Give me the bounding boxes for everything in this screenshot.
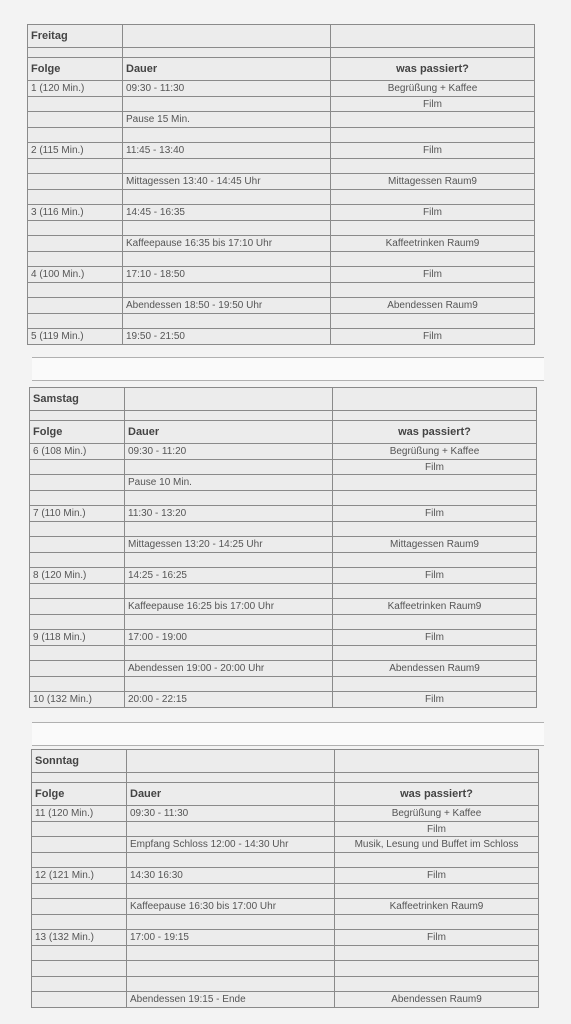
cell-dauer xyxy=(125,677,333,693)
cell-was xyxy=(333,677,537,693)
cell-folge xyxy=(30,584,125,600)
table-row xyxy=(30,677,537,693)
cell-folge xyxy=(28,159,123,175)
cell-was xyxy=(335,961,539,977)
cell-folge xyxy=(28,283,123,299)
cell-folge: 3 (116 Min.) xyxy=(28,205,123,221)
cell-dauer xyxy=(125,646,333,662)
cell-dauer: Kaffeepause 16:25 bis 17:00 Uhr xyxy=(125,599,333,615)
cell-dauer: Kaffeepause 16:30 bis 17:00 Uhr xyxy=(127,899,335,915)
cell-was: Film xyxy=(333,460,537,476)
table-row xyxy=(30,491,537,507)
cell-was: Film xyxy=(335,930,539,946)
cell-dauer xyxy=(125,460,333,476)
cell-folge xyxy=(32,992,127,1008)
cell-dauer: Pause 10 Min. xyxy=(125,475,333,491)
cell-folge xyxy=(28,252,123,268)
cell-dauer xyxy=(123,97,331,113)
day-title: Freitag xyxy=(28,25,123,48)
table-row xyxy=(32,961,539,977)
header-row xyxy=(32,783,539,806)
cell-dauer: Empfang Schloss 12:00 - 14:30 Uhr xyxy=(127,837,335,853)
cell-was xyxy=(333,553,537,569)
cell-folge xyxy=(30,460,125,476)
cell-dauer: Abendessen 19:15 - Ende xyxy=(127,992,335,1008)
table-row xyxy=(30,553,537,569)
day-title-row xyxy=(28,25,535,48)
cell-folge xyxy=(28,97,123,113)
table-row xyxy=(30,646,537,662)
table-row xyxy=(32,946,539,962)
cell-dauer: 14:45 - 16:35 xyxy=(123,205,331,221)
cell-was xyxy=(331,159,535,175)
cell-folge: 2 (115 Min.) xyxy=(28,143,123,159)
page-gap-0 xyxy=(32,357,544,381)
cell-folge xyxy=(28,128,123,144)
cell-was: Film xyxy=(331,205,535,221)
spacer-row xyxy=(28,48,535,58)
table-row xyxy=(28,329,535,345)
header-col2: Dauer xyxy=(127,783,335,806)
cell-folge xyxy=(32,899,127,915)
cell-was: Film xyxy=(333,630,537,646)
cell-was: Mittagessen Raum9 xyxy=(333,537,537,553)
cell-dauer: 09:30 - 11:20 xyxy=(125,444,333,460)
table-row xyxy=(28,128,535,144)
table-row xyxy=(28,143,535,159)
table-row xyxy=(30,506,537,522)
cell-folge: 6 (108 Min.) xyxy=(30,444,125,460)
header-col3: was passiert? xyxy=(335,783,539,806)
table-row xyxy=(30,444,537,460)
day-table-1 xyxy=(29,387,537,708)
empty-cell xyxy=(127,750,335,773)
cell-dauer: Mittagessen 13:40 - 14:45 Uhr xyxy=(123,174,331,190)
table-row xyxy=(30,630,537,646)
cell-dauer xyxy=(125,584,333,600)
cell-dauer: 14:25 - 16:25 xyxy=(125,568,333,584)
cell-was: Film xyxy=(333,692,537,708)
cell-was xyxy=(335,977,539,993)
header-row xyxy=(30,421,537,444)
table-row xyxy=(32,915,539,931)
table-row xyxy=(28,174,535,190)
cell-was xyxy=(331,314,535,330)
spacer-row xyxy=(32,773,539,783)
table-row xyxy=(30,599,537,615)
table-row xyxy=(32,806,539,822)
empty-cell xyxy=(125,388,333,411)
header-col1: Folge xyxy=(30,421,125,444)
cell-dauer xyxy=(125,615,333,631)
empty-cell xyxy=(127,773,335,783)
empty-cell xyxy=(28,48,123,58)
cell-was xyxy=(331,128,535,144)
table-row xyxy=(28,97,535,113)
cell-folge xyxy=(32,884,127,900)
cell-dauer xyxy=(123,159,331,175)
cell-dauer xyxy=(123,314,331,330)
cell-was xyxy=(335,884,539,900)
cell-was: Abendessen Raum9 xyxy=(331,298,535,314)
cell-folge xyxy=(28,174,123,190)
cell-was xyxy=(335,853,539,869)
empty-cell xyxy=(331,48,535,58)
cell-folge xyxy=(30,475,125,491)
day-title: Samstag xyxy=(30,388,125,411)
cell-dauer: 17:10 - 18:50 xyxy=(123,267,331,283)
day-title-row xyxy=(30,388,537,411)
cell-was: Film xyxy=(335,822,539,838)
cell-was xyxy=(333,584,537,600)
cell-was xyxy=(333,615,537,631)
table-row xyxy=(28,298,535,314)
cell-folge xyxy=(28,298,123,314)
table-row xyxy=(32,822,539,838)
cell-was: Film xyxy=(331,267,535,283)
table-row xyxy=(32,837,539,853)
day-table-2 xyxy=(31,749,539,1008)
header-col1: Folge xyxy=(28,58,123,81)
table-row xyxy=(28,221,535,237)
cell-folge xyxy=(32,977,127,993)
table-row xyxy=(32,884,539,900)
table-row xyxy=(30,692,537,708)
cell-folge: 7 (110 Min.) xyxy=(30,506,125,522)
cell-dauer: Kaffeepause 16:35 bis 17:10 Uhr xyxy=(123,236,331,252)
empty-cell xyxy=(123,25,331,48)
cell-folge xyxy=(30,661,125,677)
table-row xyxy=(32,992,539,1008)
cell-was: Begrüßung + Kaffee xyxy=(333,444,537,460)
cell-folge xyxy=(28,112,123,128)
cell-dauer xyxy=(127,915,335,931)
cell-dauer: Abendessen 18:50 - 19:50 Uhr xyxy=(123,298,331,314)
cell-was: Film xyxy=(335,868,539,884)
cell-was: Musik, Lesung und Buffet im Schloss xyxy=(335,837,539,853)
cell-folge xyxy=(30,553,125,569)
table-row xyxy=(32,899,539,915)
cell-was: Begrüßung + Kaffee xyxy=(335,806,539,822)
cell-was: Mittagessen Raum9 xyxy=(331,174,535,190)
cell-was: Abendessen Raum9 xyxy=(333,661,537,677)
header-col3: was passiert? xyxy=(331,58,535,81)
cell-was: Film xyxy=(331,329,535,345)
cell-dauer xyxy=(127,822,335,838)
table-row xyxy=(30,661,537,677)
cell-folge: 10 (132 Min.) xyxy=(30,692,125,708)
cell-folge xyxy=(30,522,125,538)
cell-folge xyxy=(32,946,127,962)
cell-dauer: Pause 15 Min. xyxy=(123,112,331,128)
cell-dauer: 11:30 - 13:20 xyxy=(125,506,333,522)
empty-cell xyxy=(335,773,539,783)
cell-was: Film xyxy=(333,506,537,522)
empty-cell xyxy=(30,411,125,421)
table-row xyxy=(30,522,537,538)
cell-was: Begrüßung + Kaffee xyxy=(331,81,535,97)
cell-dauer: 09:30 - 11:30 xyxy=(123,81,331,97)
cell-folge: 4 (100 Min.) xyxy=(28,267,123,283)
cell-dauer xyxy=(125,522,333,538)
cell-dauer: 09:30 - 11:30 xyxy=(127,806,335,822)
page-gap-1 xyxy=(32,722,544,746)
cell-was xyxy=(333,646,537,662)
header-row xyxy=(28,58,535,81)
cell-folge: 13 (132 Min.) xyxy=(32,930,127,946)
cell-folge xyxy=(32,822,127,838)
cell-was xyxy=(331,283,535,299)
table-row xyxy=(28,236,535,252)
cell-dauer xyxy=(127,884,335,900)
table-row xyxy=(30,537,537,553)
empty-cell xyxy=(331,25,535,48)
table-row xyxy=(28,190,535,206)
cell-dauer xyxy=(127,977,335,993)
cell-folge xyxy=(30,599,125,615)
header-col2: Dauer xyxy=(123,58,331,81)
cell-dauer: Abendessen 19:00 - 20:00 Uhr xyxy=(125,661,333,677)
empty-cell xyxy=(32,773,127,783)
cell-folge: 1 (120 Min.) xyxy=(28,81,123,97)
cell-dauer xyxy=(123,221,331,237)
table-row xyxy=(30,615,537,631)
cell-dauer xyxy=(123,283,331,299)
day-title: Sonntag xyxy=(32,750,127,773)
cell-folge xyxy=(32,853,127,869)
empty-cell xyxy=(125,411,333,421)
cell-was xyxy=(331,221,535,237)
table-row xyxy=(30,584,537,600)
day-title-row xyxy=(32,750,539,773)
cell-dauer xyxy=(127,946,335,962)
cell-folge: 11 (120 Min.) xyxy=(32,806,127,822)
cell-dauer xyxy=(127,853,335,869)
empty-cell xyxy=(335,750,539,773)
cell-dauer xyxy=(127,961,335,977)
cell-folge: 12 (121 Min.) xyxy=(32,868,127,884)
cell-dauer: 14:30 16:30 xyxy=(127,868,335,884)
cell-folge xyxy=(28,314,123,330)
cell-dauer: 19:50 - 21:50 xyxy=(123,329,331,345)
cell-was xyxy=(333,475,537,491)
cell-dauer: 17:00 - 19:15 xyxy=(127,930,335,946)
cell-was: Film xyxy=(331,97,535,113)
cell-folge xyxy=(28,236,123,252)
cell-folge xyxy=(28,190,123,206)
table-row xyxy=(28,267,535,283)
cell-folge xyxy=(32,837,127,853)
cell-dauer xyxy=(123,252,331,268)
day-table-0 xyxy=(27,24,535,345)
header-col3: was passiert? xyxy=(333,421,537,444)
cell-folge xyxy=(30,537,125,553)
cell-was xyxy=(331,112,535,128)
table-row xyxy=(28,252,535,268)
cell-was: Film xyxy=(331,143,535,159)
cell-was: Kaffeetrinken Raum9 xyxy=(333,599,537,615)
empty-cell xyxy=(333,388,537,411)
table-row xyxy=(32,868,539,884)
cell-dauer: 20:00 - 22:15 xyxy=(125,692,333,708)
cell-was: Kaffeetrinken Raum9 xyxy=(331,236,535,252)
cell-was xyxy=(331,190,535,206)
cell-was xyxy=(333,522,537,538)
cell-folge: 9 (118 Min.) xyxy=(30,630,125,646)
table-row xyxy=(28,205,535,221)
table-row xyxy=(28,81,535,97)
cell-dauer xyxy=(125,553,333,569)
table-row xyxy=(28,283,535,299)
cell-folge: 8 (120 Min.) xyxy=(30,568,125,584)
cell-dauer xyxy=(125,491,333,507)
table-row xyxy=(30,568,537,584)
cell-folge xyxy=(32,915,127,931)
cell-dauer: 11:45 - 13:40 xyxy=(123,143,331,159)
cell-was: Abendessen Raum9 xyxy=(335,992,539,1008)
cell-dauer xyxy=(123,190,331,206)
cell-folge xyxy=(30,491,125,507)
table-row xyxy=(28,112,535,128)
cell-was xyxy=(333,491,537,507)
table-row xyxy=(32,853,539,869)
cell-was xyxy=(335,915,539,931)
table-row xyxy=(30,460,537,476)
cell-folge: 5 (119 Min.) xyxy=(28,329,123,345)
cell-dauer xyxy=(123,128,331,144)
cell-folge xyxy=(30,677,125,693)
table-row xyxy=(28,159,535,175)
header-col1: Folge xyxy=(32,783,127,806)
empty-cell xyxy=(333,411,537,421)
cell-folge xyxy=(30,615,125,631)
cell-was xyxy=(331,252,535,268)
table-row xyxy=(30,475,537,491)
table-row xyxy=(32,930,539,946)
cell-folge xyxy=(28,221,123,237)
spacer-row xyxy=(30,411,537,421)
cell-was: Film xyxy=(333,568,537,584)
table-row xyxy=(32,977,539,993)
empty-cell xyxy=(123,48,331,58)
cell-dauer: Mittagessen 13:20 - 14:25 Uhr xyxy=(125,537,333,553)
cell-was xyxy=(335,946,539,962)
cell-folge xyxy=(32,961,127,977)
cell-folge xyxy=(30,646,125,662)
table-row xyxy=(28,314,535,330)
header-col2: Dauer xyxy=(125,421,333,444)
cell-dauer: 17:00 - 19:00 xyxy=(125,630,333,646)
cell-was: Kaffeetrinken Raum9 xyxy=(335,899,539,915)
